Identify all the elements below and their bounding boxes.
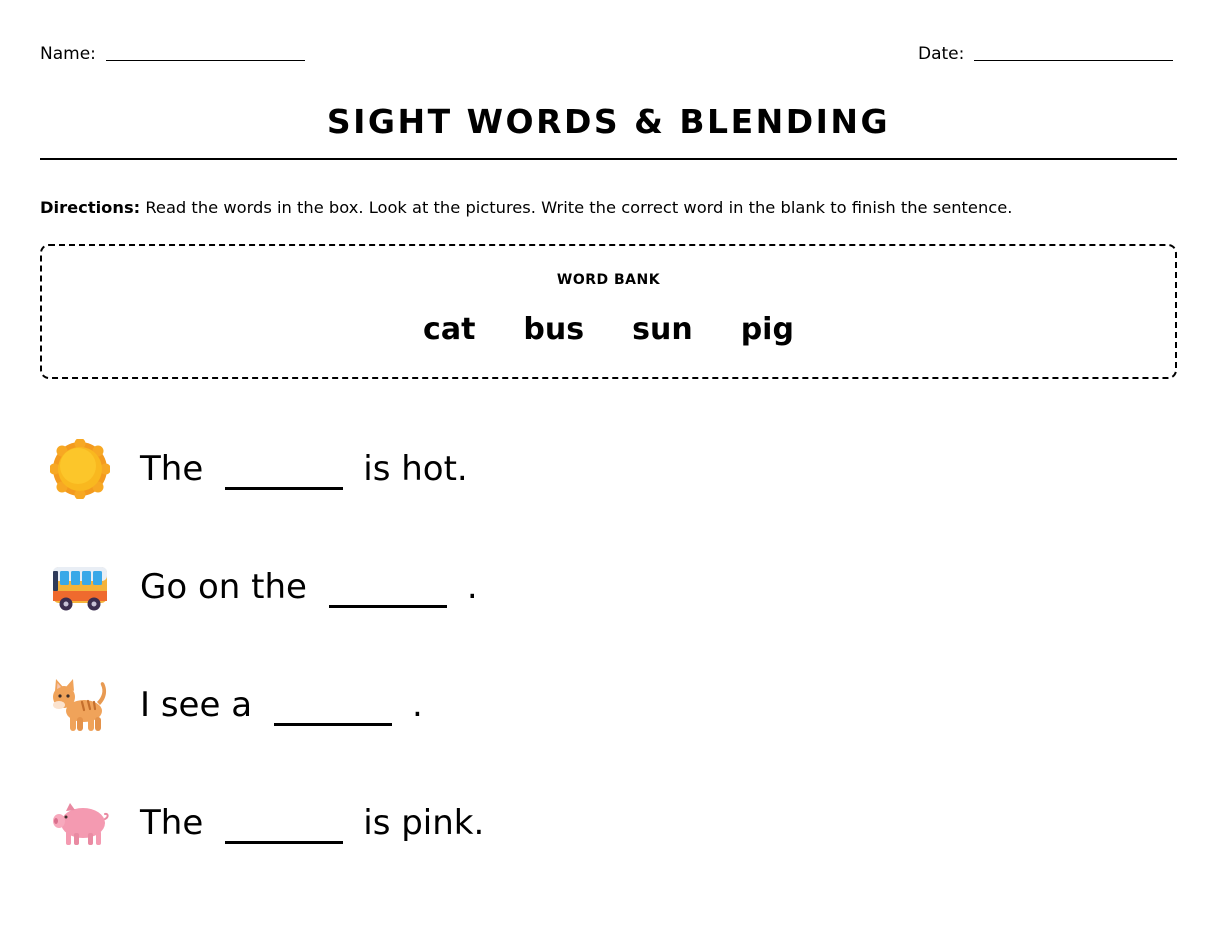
date-label: Date: [918, 44, 965, 64]
sentence-row-3 [50, 674, 423, 736]
sentence-text-before: The [140, 449, 204, 489]
page-title: SIGHT WORDS & BLENDING [326, 102, 891, 141]
sentence-row-4 [50, 792, 484, 854]
sentence-text-before: I see a [140, 685, 253, 725]
answer-blank[interactable] [225, 457, 343, 490]
sentence-4 [140, 803, 484, 843]
sentence-text-after: . [466, 567, 478, 607]
answer-blank[interactable] [274, 693, 392, 726]
sentence-text-after: is hot. [363, 449, 468, 489]
sun-icon [50, 439, 110, 499]
directions [40, 195, 1180, 221]
word-bank-box [40, 244, 1177, 379]
directions-label: Directions: [40, 198, 141, 217]
sentence-row-2 [50, 556, 478, 618]
word-bank-word: pig [740, 312, 794, 347]
word-bank-words [42, 312, 1175, 347]
pig-icon [50, 793, 110, 853]
name-label: Name: [40, 44, 96, 64]
sentence-1 [140, 449, 468, 489]
sentence-row-1 [50, 438, 468, 500]
directions-text: Read the words in the box. Look at the pictures. Write the correct word in the blank to finish the sentence. [140, 198, 1013, 217]
sentence-text-after: is pink. [363, 803, 485, 843]
sentence-text-before: The [140, 803, 204, 843]
date-field [918, 40, 1173, 68]
answer-blank[interactable] [225, 811, 343, 844]
bus-icon [50, 557, 110, 617]
sentence-2 [140, 567, 478, 607]
word-bank-word: cat [423, 312, 476, 347]
answer-blank[interactable] [329, 575, 447, 608]
name-input-line[interactable] [106, 40, 305, 61]
word-bank-word: sun [632, 312, 693, 347]
title-divider [40, 158, 1177, 160]
name-field [40, 40, 305, 68]
word-bank-word: bus [523, 312, 585, 347]
sentence-3 [140, 685, 423, 725]
word-bank-title: WORD BANK [556, 272, 661, 288]
sentence-text-before: Go on the [140, 567, 307, 607]
date-input-line[interactable] [974, 40, 1173, 61]
sentence-text-after: . [412, 685, 423, 725]
cat-icon [50, 675, 110, 735]
